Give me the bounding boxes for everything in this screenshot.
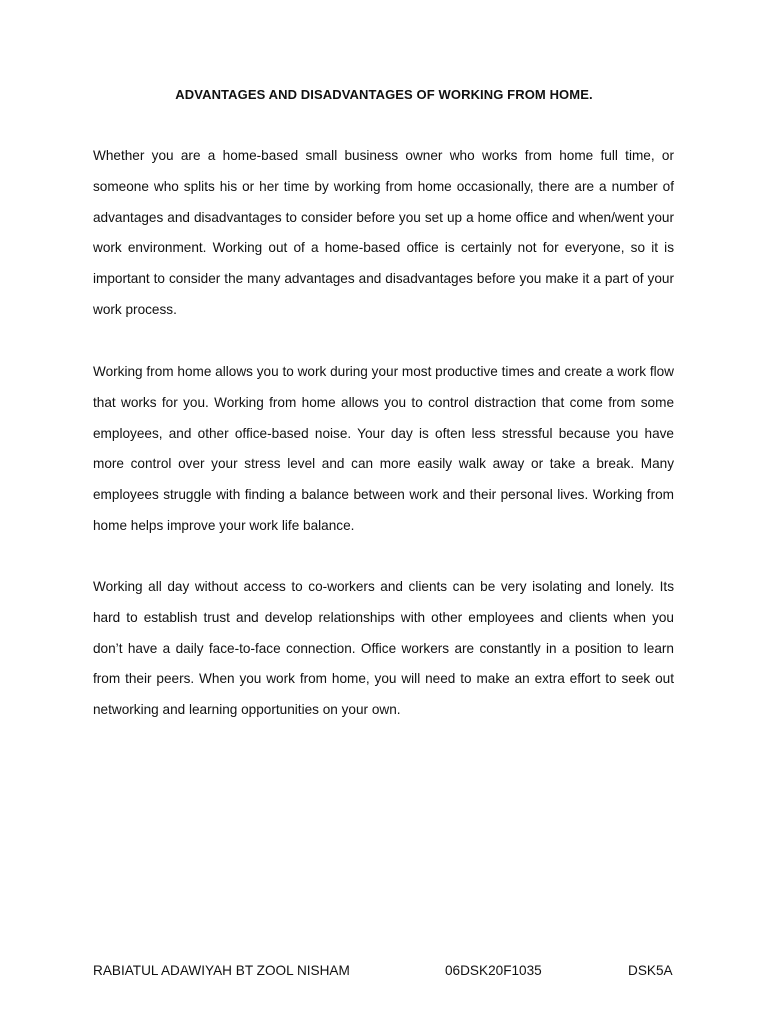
footer-student-name: RABIATUL ADAWIYAH BT ZOOL NISHAM	[93, 963, 350, 978]
paragraph-intro: Whether you are a home-based small business owner who works from home full time, or someone who splits his or her time by working from home occasionally, there are a number of advantages and disadvantages to consider before you set up a home office and when/went your work environment. Working out of a home-based office is certainly not for everyone, so it is important to consider the many advantages and disadvantages before you make it a part of your work process.	[93, 148, 674, 317]
paragraph-disadvantages: Working all day without access to co-workers and clients can be very isolating and lonely. Its hard to establish trust and develop relationships with other employees and clients when you don’t have a daily face-to-face connection. Office workers are constantly in a position to learn from their peers. When you work from home, you will need to make an extra effort to seek out networking and learning opportunities on your own.	[93, 579, 674, 718]
paragraph-advantages: Working from home allows you to work during your most productive times and create a work flow that works for you. Working from home allows you to control distraction that come from some employees, and other office-based noise. Your day is often less stressful because you have more control over your stress level and can more easily walk away or take a break. Many employees struggle with finding a balance between work and their personal lives. Working from home helps improve your work life balance.	[93, 364, 674, 533]
footer-student-id: 06DSK20F1035	[445, 963, 542, 978]
footer-class-code: DSK5A	[628, 963, 673, 978]
document-title: ADVANTAGES AND DISADVANTAGES OF WORKING FROM HOME.	[175, 87, 593, 102]
